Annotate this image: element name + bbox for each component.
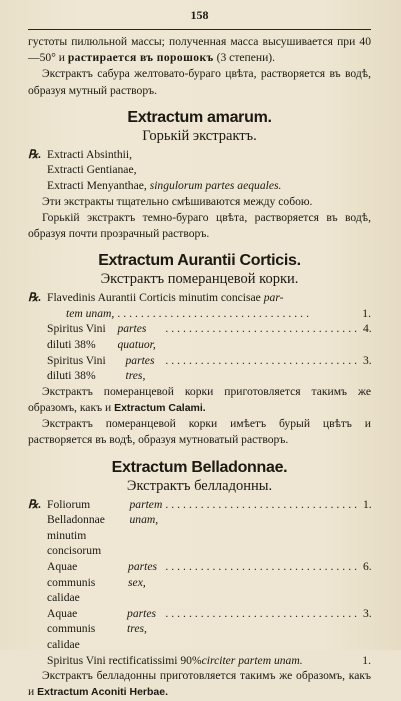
recipe-symbol: ℞. (28, 147, 42, 161)
ingredient: Foliorum Belladonnae minutim concisorum (47, 497, 105, 558)
dot-leader: ................................. (165, 606, 360, 620)
intro-text-b: (3 степени). (213, 51, 276, 65)
ingredient-amount: partem unam, (129, 497, 163, 527)
ingredient: Spiritus Vini diluti 38% (47, 322, 106, 351)
recipe-line (28, 147, 371, 163)
amarum-title: Extractum amarum. (127, 108, 272, 126)
recipe-line (28, 353, 371, 384)
aurantii-subtitle: Экстрактъ померанцевой корки. (100, 271, 299, 288)
recipe-line (28, 497, 371, 559)
ingredient-amount: singulorum partes aequales. (149, 179, 282, 192)
ingredient: Flavedinis Aurantii Corticis minutim concisae (47, 291, 264, 305)
recipe-line (28, 178, 371, 194)
quantity: 4. (363, 322, 372, 336)
aurantii-title: Extractum Aurantii Corticis. (98, 252, 301, 270)
belladonnae-recipe (28, 497, 371, 669)
dot-leader: ................................. (165, 559, 360, 573)
ingredient-amount: par- (263, 291, 284, 305)
aurantii-paragraph-1 (28, 384, 371, 416)
quantity: 6. (363, 559, 372, 573)
ingredient-amount: partes tres, (127, 606, 156, 636)
ingredient-amount: partes tres, (125, 353, 155, 383)
amarum-paragraph-2: Горькій экстрактъ темно-бураго цвѣта, растворяется въ водѣ, образуя почти прозрачный растворъ. (28, 210, 371, 240)
belladonnae-paragraph-1 (28, 668, 371, 700)
ingredient-amount: partes sex, (128, 559, 158, 589)
quantity: 3. (363, 353, 372, 367)
recipe-line (28, 653, 371, 669)
recipe-line (28, 306, 371, 322)
ingredient: Aquae communis calidae (47, 606, 96, 651)
intro-paragraph-2: Экстрактъ сабура желтовато-бураго цвѣта, растворяется въ водѣ, образуя мутный растворъ. (28, 67, 371, 97)
aurantii-text-a: Экстрактъ померанцевой корки приготовляется такимъ же образомъ, какъ и (28, 384, 371, 414)
quantity: 3. (363, 606, 372, 620)
quantity: 1. (363, 497, 372, 511)
quantity: 1. (362, 653, 371, 667)
intro-paragraph-1 (28, 34, 371, 66)
amarum-paragraph-1: Эти экстракты тщательно смѣшиваются между собою. (42, 194, 313, 208)
intro-text-a: густоты пилюльной массы; полученная масса высушивается при 40—50° и (28, 35, 371, 65)
dot-leader: ................................. (165, 353, 360, 367)
belladonnae-text-a: Экстрактъ белладонны приготовляется такимъ же образомъ, какъ и (28, 669, 371, 699)
ingredient: Extracti Absinthii, (47, 147, 133, 161)
belladonnae-subtitle: Экстрактъ белладонны. (126, 477, 273, 494)
page-number: 158 (190, 8, 209, 22)
aurantii-text-bold: Extractum Calami. (114, 401, 206, 414)
recipe-line (28, 606, 371, 653)
amarum-subtitle: Горькій экстрактъ. (142, 127, 257, 144)
recipe-line (28, 321, 371, 352)
ingredient-amount: tem unam, (66, 306, 115, 320)
ingredient-amount: partes quatuor, (117, 322, 156, 351)
ingredient: Aquae communis calidae (47, 559, 96, 605)
ingredient: Spiritus Vini diluti 38% (47, 353, 106, 383)
aurantii-recipe (28, 290, 371, 384)
recipe-symbol: ℞. (28, 291, 42, 305)
recipe-line (28, 290, 371, 306)
quantity: 1. (362, 306, 371, 320)
aurantii-paragraph-2: Экстрактъ померанцевой корки имѣетъ бурый цвѣтъ и растворяется въ водѣ, образуя мутноватый растворъ. (28, 417, 371, 447)
recipe-line (28, 559, 371, 606)
amarum-recipe (28, 147, 371, 194)
dot-leader: ................................. (165, 497, 360, 511)
ingredient-amount: circiter partem unam. (201, 653, 303, 667)
dot-leader: ................................. (117, 306, 312, 320)
recipe-line (28, 162, 371, 178)
ingredient: Spiritus Vini rectificatissimi 90% (47, 653, 202, 667)
ingredient: Extracti Gentianae, (47, 163, 137, 177)
dot-leader: ................................. (165, 322, 360, 336)
belladonnae-title: Extractum Belladonnae. (111, 458, 288, 476)
header-rule (28, 29, 371, 30)
belladonnae-text-bold: Extractum Aconiti Herbae. (37, 686, 169, 699)
recipe-symbol: ℞. (28, 497, 42, 511)
intro-text-bold: растирается въ порошокъ (67, 51, 214, 65)
ingredient: Extracti Menyanthae, (47, 179, 150, 192)
